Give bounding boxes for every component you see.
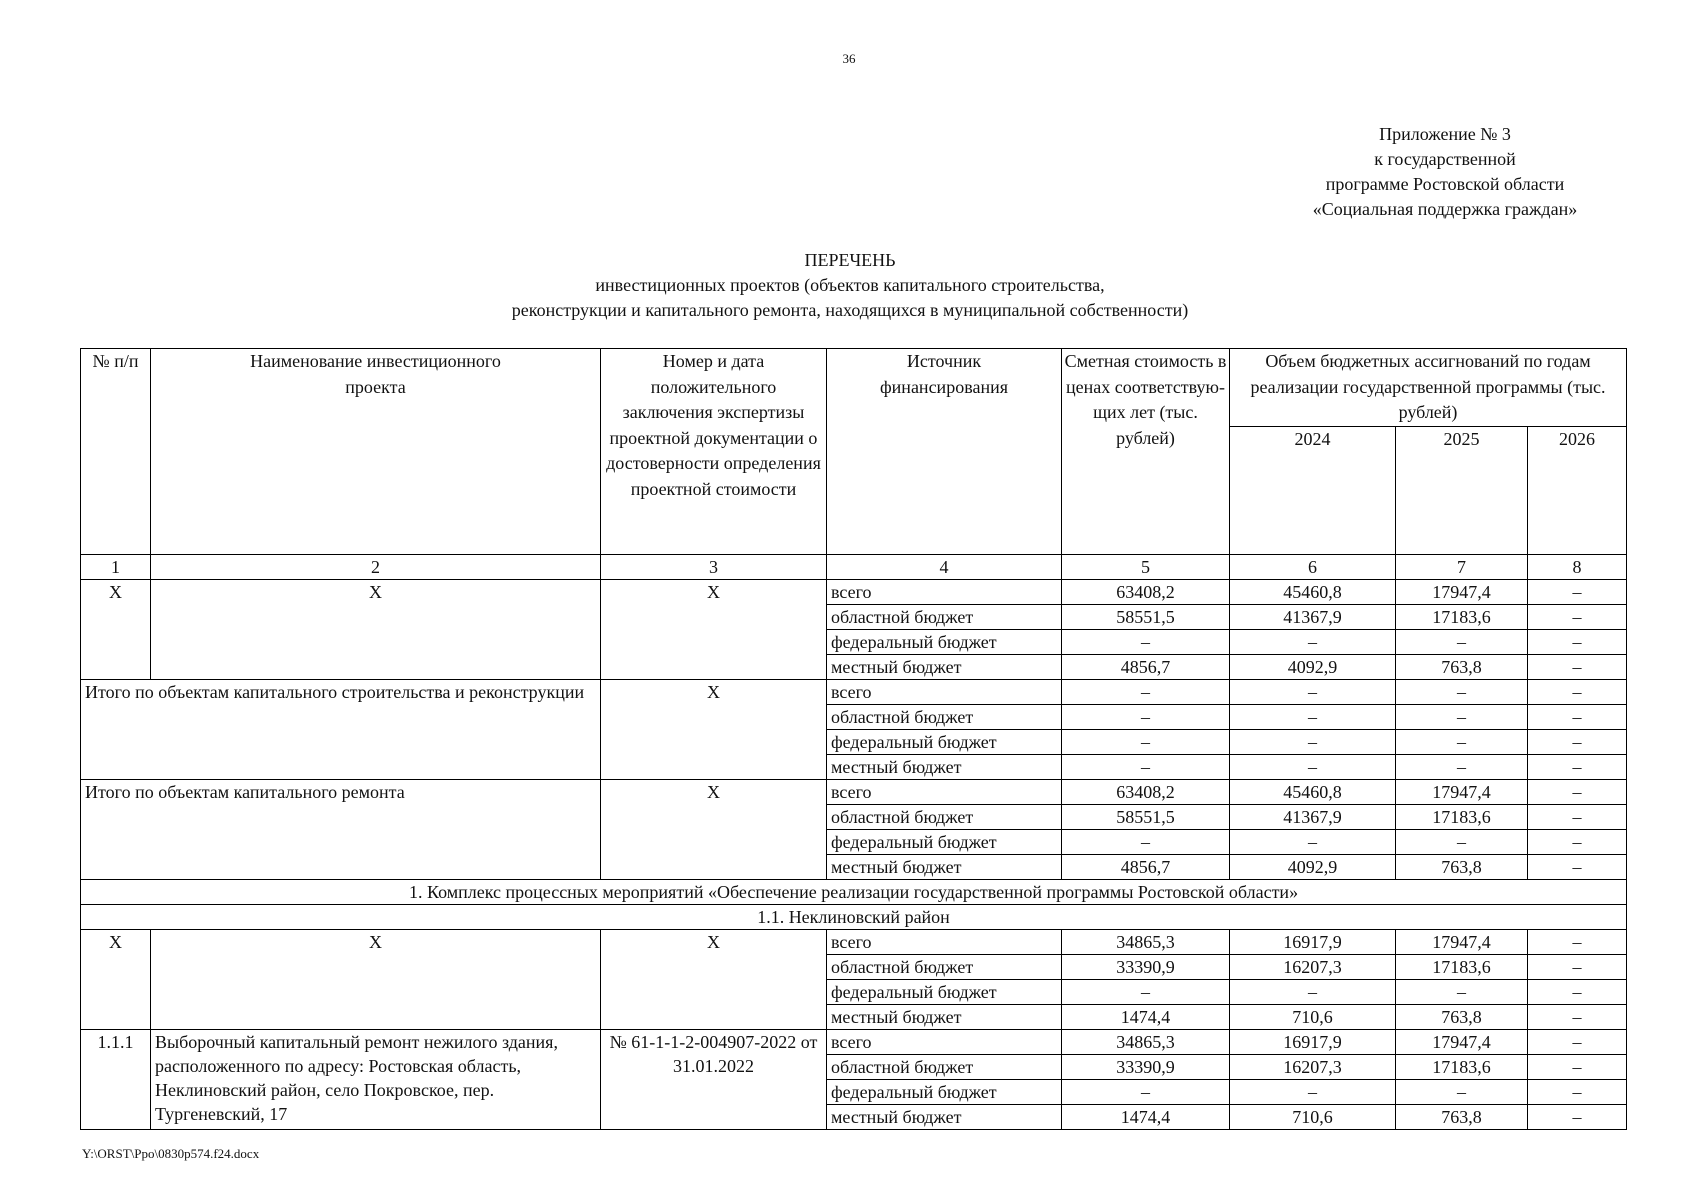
total-label: Итого по объектам капитального ремонта — [81, 779, 601, 879]
budget-year-value: 17183,6 — [1396, 604, 1528, 629]
table-row — [81, 1029, 1627, 1054]
budget-year-value: – — [1528, 979, 1627, 1004]
estimated-cost-value: – — [1062, 1079, 1230, 1104]
column-number: 2 — [151, 554, 601, 579]
estimated-cost-value: 33390,9 — [1062, 1054, 1230, 1079]
funding-source: местный бюджет — [827, 1104, 1062, 1129]
section-row — [81, 904, 1627, 929]
budget-year-value: 710,6 — [1230, 1004, 1396, 1029]
funding-source: федеральный бюджет — [827, 729, 1062, 754]
header-num: № п/п — [81, 349, 151, 555]
budget-year-value: 4092,9 — [1230, 654, 1396, 679]
budget-year-value: – — [1528, 654, 1627, 679]
budget-year-value: 45460,8 — [1230, 779, 1396, 804]
estimated-cost-value: 33390,9 — [1062, 954, 1230, 979]
budget-year-value: – — [1528, 729, 1627, 754]
expertise-conclusion: X — [601, 579, 827, 679]
table-row — [81, 779, 1627, 804]
estimated-cost-value: – — [1062, 829, 1230, 854]
budget-year-value: 17947,4 — [1396, 929, 1528, 954]
estimated-cost-value: 1474,4 — [1062, 1104, 1230, 1129]
estimated-cost-value: – — [1062, 979, 1230, 1004]
estimated-cost-value: 34865,3 — [1062, 1029, 1230, 1054]
budget-year-value: – — [1528, 1104, 1627, 1129]
estimated-cost-value: – — [1062, 704, 1230, 729]
budget-year-value: – — [1528, 1004, 1627, 1029]
appendix-line: «Социальная поддержка граждан» — [1312, 199, 1578, 219]
budget-year-value: – — [1528, 1029, 1627, 1054]
budget-year-value: 763,8 — [1396, 654, 1528, 679]
column-number: 6 — [1230, 554, 1396, 579]
estimated-cost-value: 63408,2 — [1062, 579, 1230, 604]
budget-year-value: 17947,4 — [1396, 779, 1528, 804]
estimated-cost-value: 63408,2 — [1062, 779, 1230, 804]
budget-year-value: – — [1528, 629, 1627, 654]
budget-year-value: – — [1396, 704, 1528, 729]
appendix-line: к государственной — [1374, 149, 1516, 169]
header-cost: Сметная стоимость в ценах соответствую-щих лет (тыс. рублей) — [1062, 349, 1230, 555]
budget-year-value: 763,8 — [1396, 1004, 1528, 1029]
funding-source: федеральный бюджет — [827, 629, 1062, 654]
budget-year-value: 16917,9 — [1230, 1029, 1396, 1054]
document-heading — [300, 248, 1400, 323]
funding-source: местный бюджет — [827, 854, 1062, 879]
column-number: 5 — [1062, 554, 1230, 579]
estimated-cost-value: 4856,7 — [1062, 654, 1230, 679]
funding-source: всего — [827, 779, 1062, 804]
funding-source: местный бюджет — [827, 1004, 1062, 1029]
budget-year-value: 17183,6 — [1396, 1054, 1528, 1079]
budget-year-value: 710,6 — [1230, 1104, 1396, 1129]
budget-year-value: 763,8 — [1396, 1104, 1528, 1129]
estimated-cost-value: 1474,4 — [1062, 1004, 1230, 1029]
column-number: 7 — [1396, 554, 1528, 579]
header-year: 2026 — [1528, 426, 1627, 554]
row-number: X — [81, 579, 151, 679]
funding-source: всего — [827, 579, 1062, 604]
header-volume: Объем бюджетных ассигнований по годам реализации государственной программы (тыс. рублей) — [1230, 349, 1627, 427]
table-row — [81, 579, 1627, 604]
estimated-cost-value: 4856,7 — [1062, 854, 1230, 879]
budget-year-value: – — [1528, 579, 1627, 604]
page-number: 36 — [842, 51, 856, 66]
budget-year-value: 17947,4 — [1396, 1029, 1528, 1054]
heading-line: реконструкции и капитального ремонта, находящихся в муниципальной собственности) — [511, 300, 1189, 320]
funding-source: областной бюджет — [827, 954, 1062, 979]
appendix-block — [1260, 122, 1630, 222]
table-row — [81, 929, 1627, 954]
budget-year-value: 17947,4 — [1396, 579, 1528, 604]
funding-source: местный бюджет — [827, 654, 1062, 679]
funding-source: областной бюджет — [827, 604, 1062, 629]
budget-year-value: 763,8 — [1396, 854, 1528, 879]
header-expertise: Номер и дата положительного заключения экспертизы проектной документации о достоверности определения проектной стоимости — [601, 349, 827, 555]
budget-year-value: 16207,3 — [1230, 954, 1396, 979]
funding-source: всего — [827, 679, 1062, 704]
row-number: 1.1.1 — [81, 1029, 151, 1129]
estimated-cost-value: – — [1062, 729, 1230, 754]
budget-year-value: – — [1528, 804, 1627, 829]
investment-table-wrap — [80, 348, 1626, 1130]
budget-year-value: – — [1230, 729, 1396, 754]
budget-year-value: 17183,6 — [1396, 954, 1528, 979]
budget-year-value: – — [1396, 629, 1528, 654]
budget-year-value: 16207,3 — [1230, 1054, 1396, 1079]
total-label: Итого по объектам капитального строительства и реконструкции — [81, 679, 601, 779]
budget-year-value: – — [1230, 629, 1396, 654]
budget-year-value: – — [1528, 954, 1627, 979]
header-name: Наименование инвестиционного проекта — [151, 349, 601, 555]
appendix-line: программе Ростовской области — [1325, 174, 1565, 194]
budget-year-value: – — [1230, 754, 1396, 779]
heading-title: ПЕРЕЧЕНЬ — [804, 250, 896, 270]
budget-year-value: 41367,9 — [1230, 804, 1396, 829]
budget-year-value: 45460,8 — [1230, 579, 1396, 604]
expertise-conclusion: X — [601, 779, 827, 879]
expertise-conclusion: X — [601, 679, 827, 779]
funding-source: областной бюджет — [827, 704, 1062, 729]
header-year: 2024 — [1230, 426, 1396, 554]
budget-year-value: – — [1528, 829, 1627, 854]
budget-year-value: – — [1396, 754, 1528, 779]
budget-year-value: – — [1230, 829, 1396, 854]
budget-year-value: – — [1396, 979, 1528, 1004]
header-source: Источник финансирования — [827, 349, 1062, 555]
heading-line: инвестиционных проектов (объектов капитального строительства, — [595, 275, 1105, 295]
budget-year-value: – — [1528, 854, 1627, 879]
column-number: 4 — [827, 554, 1062, 579]
estimated-cost-value: – — [1062, 629, 1230, 654]
funding-source: федеральный бюджет — [827, 979, 1062, 1004]
section-row — [81, 879, 1627, 904]
funding-source: областной бюджет — [827, 804, 1062, 829]
budget-year-value: – — [1528, 754, 1627, 779]
estimated-cost-value: 34865,3 — [1062, 929, 1230, 954]
budget-year-value: – — [1528, 1054, 1627, 1079]
expertise-conclusion: № 61-1-1-2-004907-2022 от 31.01.2022 — [601, 1029, 827, 1129]
budget-year-value: – — [1396, 729, 1528, 754]
estimated-cost-value: – — [1062, 679, 1230, 704]
budget-year-value: – — [1528, 604, 1627, 629]
funding-source: всего — [827, 1029, 1062, 1054]
investment-projects-table — [80, 348, 1627, 1130]
column-number: 8 — [1528, 554, 1627, 579]
budget-year-value: 17183,6 — [1396, 804, 1528, 829]
budget-year-value: – — [1396, 829, 1528, 854]
expertise-conclusion: X — [601, 929, 827, 1029]
section-title: 1.1. Неклиновский район — [81, 904, 1627, 929]
project-name: X — [151, 579, 601, 679]
budget-year-value: 4092,9 — [1230, 854, 1396, 879]
budget-year-value: – — [1396, 679, 1528, 704]
file-path-footer: Y:\ORST\Ppo\0830p574.f24.docx — [82, 1146, 260, 1161]
budget-year-value: – — [1528, 704, 1627, 729]
budget-year-value: – — [1230, 979, 1396, 1004]
estimated-cost-value: – — [1062, 754, 1230, 779]
section-title: 1. Комплекс процессных мероприятий «Обеспечение реализации государственной программы Ростовской области» — [81, 879, 1627, 904]
header-year: 2025 — [1396, 426, 1528, 554]
estimated-cost-value: 58551,5 — [1062, 804, 1230, 829]
estimated-cost-value: 58551,5 — [1062, 604, 1230, 629]
budget-year-value: – — [1396, 1079, 1528, 1104]
budget-year-value: 41367,9 — [1230, 604, 1396, 629]
row-number: X — [81, 929, 151, 1029]
appendix-line: Приложение № 3 — [1379, 124, 1511, 144]
budget-year-value: – — [1230, 704, 1396, 729]
budget-year-value: – — [1528, 929, 1627, 954]
column-number: 3 — [601, 554, 827, 579]
budget-year-value: – — [1230, 1079, 1396, 1104]
budget-year-value: 16917,9 — [1230, 929, 1396, 954]
table-row — [81, 679, 1627, 704]
budget-year-value: – — [1528, 679, 1627, 704]
column-number-row — [81, 554, 1627, 579]
funding-source: всего — [827, 929, 1062, 954]
project-name: X — [151, 929, 601, 1029]
table-body — [81, 554, 1627, 1129]
funding-source: федеральный бюджет — [827, 829, 1062, 854]
funding-source: местный бюджет — [827, 754, 1062, 779]
funding-source: областной бюджет — [827, 1054, 1062, 1079]
funding-source: федеральный бюджет — [827, 1079, 1062, 1104]
budget-year-value: – — [1528, 779, 1627, 804]
budget-year-value: – — [1528, 1079, 1627, 1104]
budget-year-value: – — [1230, 679, 1396, 704]
project-name: Выборочный капитальный ремонт нежилого здания, расположенного по адресу: Ростовская область, Неклиновский район, село Покровское, пер. Тургеневский, 17 — [151, 1029, 601, 1129]
column-number: 1 — [81, 554, 151, 579]
